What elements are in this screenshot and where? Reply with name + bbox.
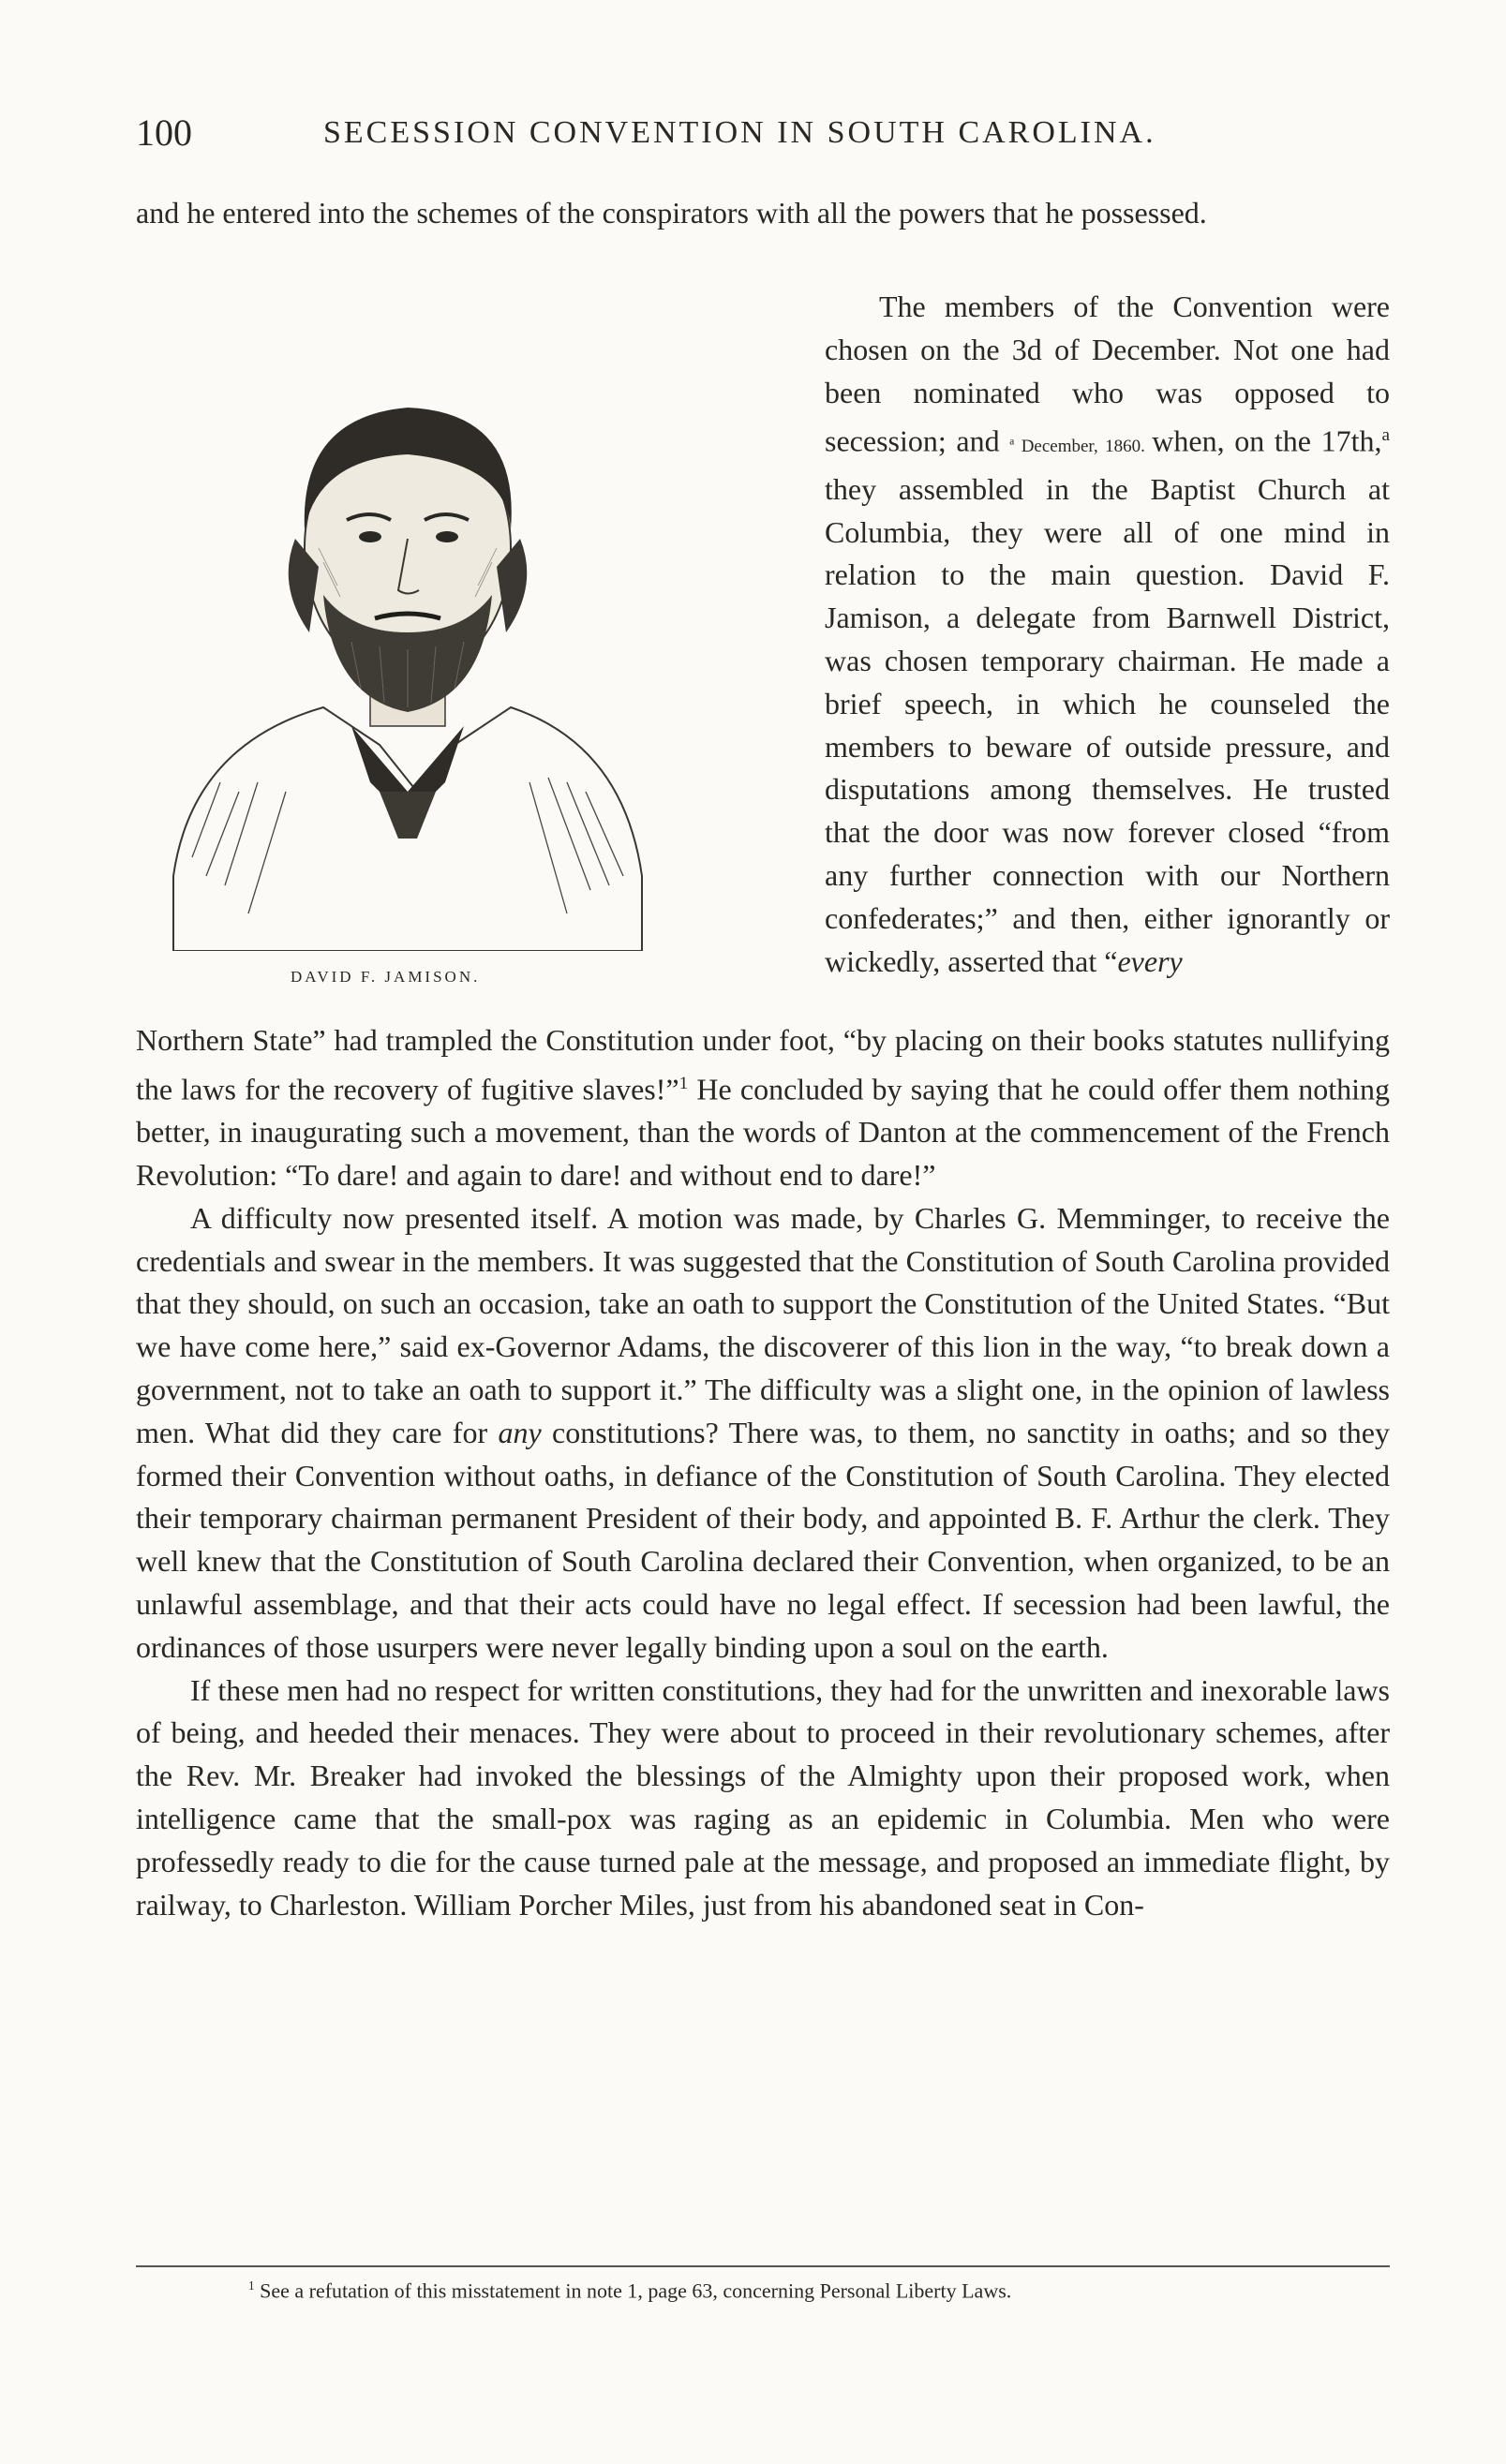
danton-text: He concluded by saying that he could offer them nothing better, in inaugurating such a movement, than the words of Danton at the commencement of the French Revolution: “To dare! and again to dare! and without end to dare!” bbox=[136, 1072, 1391, 1193]
running-title: SECESSION CONVENTION IN SOUTH CAROLINA. bbox=[323, 115, 1156, 150]
convention-text-start: The members of the Convention were chosen on the 3d of December. Not one had been nominated who was opposed to secession; and bbox=[825, 289, 1390, 459]
opening-paragraph bbox=[136, 192, 1390, 235]
convention-text-rest: they assembled in the Baptist Church at Columbia, they were all of one mind in relation to the main question. David F. Jamison, a delegate from Barnwell District, was chosen temporary chairman. He made a brief speech, in which he counseled the members to beware of outside pressure, and disputations among themselves. He trusted that the door was now forever closed “from any further connection with our Northern confederates;” and then, either ignorantly or wickedly, asserted that “ bbox=[825, 471, 1390, 978]
footnote bbox=[248, 2278, 1011, 2303]
page-number: 100 bbox=[136, 111, 192, 154]
sidenote-marker: a bbox=[1009, 436, 1015, 448]
footnote-reference: 1 bbox=[678, 1073, 689, 1093]
emphasis-every: every bbox=[1117, 943, 1183, 978]
difficulty-text-b: constitutions? There was, to them, no sanctity in oaths; and so they formed their Convention without oaths, in defiance of the Constitution of South Carolina. They elected their temporary chairman permanent President of their body, and appointed B. F. Arthur the clerk. They well knew that the Constitution of South Carolina declared their Convention, when organized, to be an unlawful assemblage, and that their acts could have no legal effect. If secession had been lawful, the ordinances of those usurpers were never legally binding upon a soul on the earth. bbox=[136, 1415, 1391, 1664]
difficulty-paragraph bbox=[136, 1197, 1390, 1670]
portrait-caption: DAVID F. JAMISON. bbox=[291, 968, 481, 986]
body-text bbox=[136, 1019, 1390, 1926]
smallpox-paragraph: If these men had no respect for written constitutions, they had for the unwritten and inexorable laws of being, and heeded their menaces. They were about to proceed in their revolutionary schemes, after the Rev. Mr. Breaker had invoked the blessings of the Almighty upon their proposed work, when intelligence came that the small-pox was raging as an epidemic in Columbia. Men who were professedly ready to die for the cause turned pale at the message, and proposed an immediate flight, by railway, to Charleston. William Porcher Miles, just from his abandoned seat in Con- bbox=[136, 1672, 1390, 1922]
date-marker: a bbox=[1381, 425, 1391, 446]
footnote-divider bbox=[136, 2265, 1390, 2267]
emphasis-any: any bbox=[498, 1415, 542, 1449]
sidenote-text: December, 1860. bbox=[1021, 437, 1145, 457]
date-sidenote bbox=[1009, 437, 1152, 456]
page-header bbox=[136, 111, 1392, 157]
convention-text-cont: when, on the 17th, bbox=[1152, 424, 1382, 459]
portrait-engraving bbox=[136, 351, 684, 951]
opening-text: and he entered into the schemes of the conspirators with all the powers that he possessed. bbox=[136, 196, 1207, 230]
footnote-marker: 1 bbox=[248, 2278, 255, 2293]
footnote-text: See a refutation of this misstatement in note 1, page 63, concerning Personal Liberty Laws. bbox=[254, 2278, 1012, 2303]
wrapped-section bbox=[136, 286, 1390, 1035]
difficulty-text-a: A difficulty now presented itself. A motion was made, by Charles G. Memminger, to receive the credentials and swear in the members. It was suggested that the Constitution of South Carolina provided that they should, on such an occasion, take an oath to support the Constitution of the United States. “But we have come here,” said ex-Governor Adams, the discoverer of this lion in the way, “to break down a government, not to take an oath to support it.” The difficulty was a slight one, in the opinion of lawless men. What did they care for bbox=[136, 1200, 1390, 1449]
portrait-figure bbox=[136, 286, 684, 998]
jamison-text: Northern State” had trampled the Constitution under foot, “by placing on their books statutes nullifying the laws for the recovery of fugitive slaves!” bbox=[136, 1023, 1390, 1106]
